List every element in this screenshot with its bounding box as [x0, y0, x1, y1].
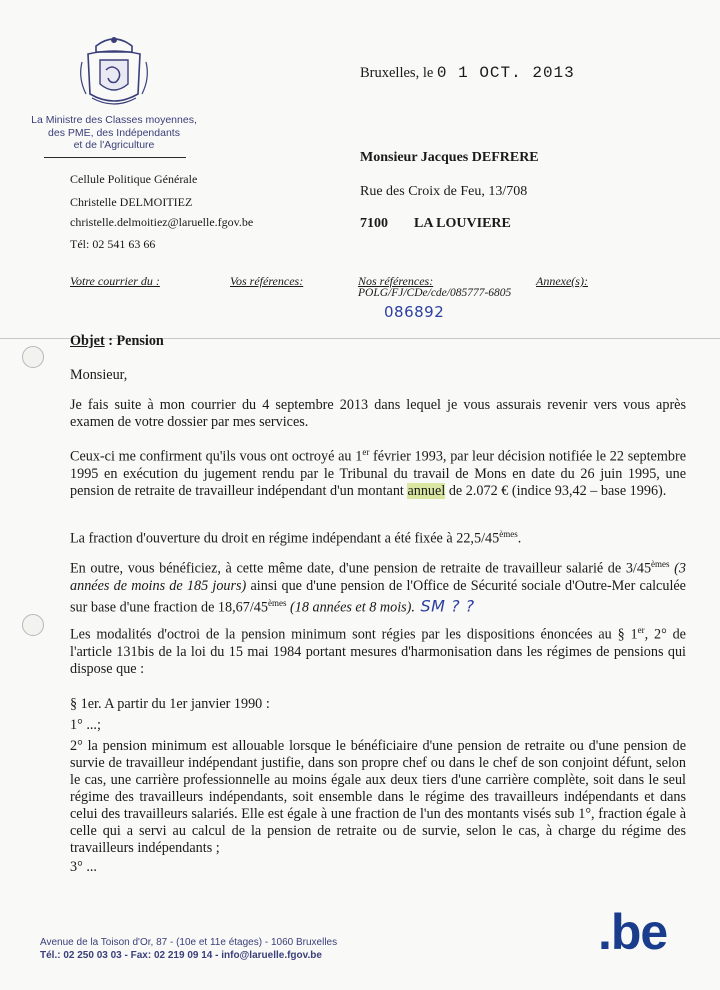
recipient-postcode: 7100: [360, 216, 388, 231]
date-stamp: 0 1 OCT. 2013: [436, 64, 575, 82]
coat-of-arms-icon: [74, 34, 154, 112]
paragraph-1-text: Je fais suite à mon courrier du 4 septembre 2013 dans lequel je vous assurais revenir vers vous après examen de votre dossier par mes services.: [70, 397, 686, 430]
p2-text-2: février 1993, par leur décision notifiée le 22 septembre 1995 en exécution du jugement rendu par le Tribunal du travail de Mons en date du 26 juin 1995, une pension de retraite de travailleur indépendant d'un montant: [70, 448, 687, 499]
p4-sup-1: èmes: [651, 559, 670, 569]
ministry-line-2: des PME, des Indépendants: [48, 126, 180, 139]
paragraph-2: [70, 444, 686, 500]
p2-text-3: de 2.072 € (indice 93,42 – base 1996).: [445, 482, 667, 499]
date-prefix: Bruxelles, le: [360, 65, 434, 81]
p2-text-1: Ceux-ci me confirment qu'ils vous ont octroyé au 1: [70, 448, 363, 465]
footer-address: Avenue de la Toison d'Or, 87 - (10e et 11e étages) - 1060 Bruxelles: [40, 937, 338, 948]
sender-email: christelle.delmoitiez@laruelle.fgov.be: [70, 215, 254, 229]
p4-handwritten-note: SM ? ?: [414, 596, 475, 616]
quote-line-3: [70, 738, 686, 857]
p4-text-2: ainsi que d'une pension de l'Office de Sécurité sociale d'Outre-Mer calculée sur base d'une fraction de 18,67/45: [70, 577, 686, 616]
sender-name: Christelle DELMOITIEZ: [70, 195, 193, 209]
p4-italic-2: (18 années et 8 mois).: [286, 599, 415, 616]
quote-line-1: § 1er. A partir du 1er janvier 1990 :: [70, 696, 270, 712]
quote-line-2: 1° ...;: [70, 717, 101, 733]
subject-line: [70, 333, 164, 350]
p4-text-1: En outre, vous bénéficiez, à cette même date, d'une pension de retraite de travailleur salarié de 3/45: [70, 560, 652, 577]
quote-line-4: 3° ...: [70, 859, 97, 875]
ref-annexes: Annexe(s):: [536, 274, 588, 288]
paragraph-3: [70, 526, 686, 548]
sender-department: Cellule Politique Générale: [70, 172, 198, 186]
punch-hole: [22, 346, 44, 368]
handwritten-file-number: 086892: [384, 303, 445, 321]
p3-text-2: .: [517, 530, 522, 547]
p2-highlight: annuel: [407, 482, 446, 499]
footer-contact: Tél.: 02 250 03 03 - Fax: 02 219 09 14 - info@laruelle.fgov.be: [40, 950, 322, 961]
p5-sup: er: [637, 625, 645, 635]
p5-text-2: , 2° de l'article 131bis de la loi du 15 mai 1984 portant mesures d'harmonisation dans les régimes de pensions qui dispose que :: [70, 626, 686, 677]
p4-italic-1: (3 années de moins de 185 jours): [70, 560, 686, 594]
be-logo: .be: [598, 904, 668, 960]
ref-nos-references: Nos références:: [358, 274, 434, 288]
ministry-name: [30, 114, 198, 152]
p3-text-1: La fraction d'ouverture du droit en régime indépendant a été fixée à 22,5/45: [70, 530, 500, 547]
paragraph-1: [70, 397, 686, 431]
p5-text-1: Les modalités d'octroi de la pension minimum sont régies par les dispositions énoncées au § 1: [70, 626, 638, 643]
letter-date: [360, 64, 575, 82]
quote-line-3-text: 2° la pension minimum est allouable lorsque le bénéficiaire d'une pension de retraite ou d'une pension de survie de travailleur indépendant justifie, dans son propre chef ou dans le chef de son conjoint défunt, selon le cas, une carrière professionnelle au moins égale aux deux tiers d'une carrière complète, soit dans le seul régime des travailleurs indépendants, soit ensemble dans le régime des travailleurs indépendants et dans celui des travailleurs salariés. Elle est égale à une fraction de l'un des montants visés sub 1°, fraction égale à celle qui a servi au calcul de la pension de retraite ou de survie, selon le cas, à charge du régime des travailleurs indépendants ;: [70, 738, 686, 856]
ministry-line-3: et de l'Agriculture: [73, 139, 155, 151]
recipient-city: LA LOUVIERE: [414, 216, 511, 231]
recipient-street: Rue des Croix de Feu, 13/708: [360, 184, 528, 199]
paragraph-5: [70, 622, 686, 678]
p4-sup-2: èmes: [267, 597, 287, 608]
paragraph-4: [70, 556, 686, 616]
subject-label: Objet: [70, 333, 105, 349]
ministry-line-1: La Ministre des Classes moyennes,: [31, 114, 197, 126]
ref-votre-courrier: Votre courrier du :: [70, 274, 160, 288]
ref-vos-references: Vos références:: [230, 274, 304, 288]
subject-separator: :: [104, 333, 117, 349]
ref-nos-references-value: POLG/FJ/CDe/cde/085777-6805: [358, 287, 512, 299]
salutation: Monsieur,: [70, 367, 128, 383]
header-divider: [44, 157, 186, 158]
recipient-name: Monsieur Jacques DEFRERE: [360, 150, 539, 165]
p2-sup: er: [362, 447, 370, 457]
punch-hole: [22, 614, 44, 636]
subject-value: Pension: [116, 333, 164, 349]
sender-phone: Tél: 02 541 63 66: [70, 237, 156, 251]
p3-sup: èmes: [499, 529, 518, 539]
